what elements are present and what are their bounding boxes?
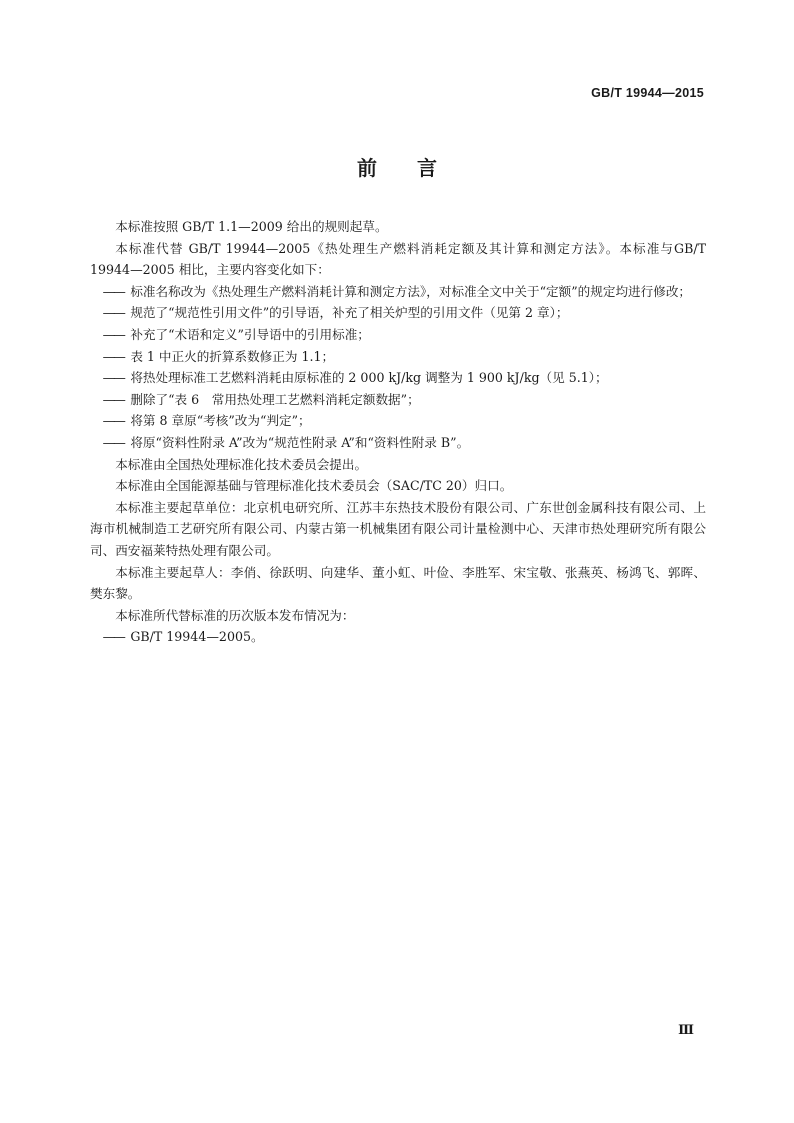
dash-marker: —— xyxy=(102,629,124,645)
list-item xyxy=(90,410,706,432)
dash-marker: —— xyxy=(102,326,124,342)
dash-marker: —— xyxy=(102,370,124,386)
paragraph-replacement: 本标准代替 GB/T 19944—2005《热处理生产燃料消耗定额及其计算和测定方法》。本标准与GB/T 19944—2005 相比，主要内容变化如下： xyxy=(90,240,706,278)
paragraph-administrator: 本标准由全国能源基础与管理标准化技术委员会（SAC/TC 20）归口。 xyxy=(115,478,513,494)
paragraph-history-intro: 本标准所代替标准的历次版本发布情况为： xyxy=(115,607,355,623)
list-item-text: 规范了“规范性引用文件”的引导语，补充了相关炉型的引用文件（见第 2 章）； xyxy=(130,305,569,321)
list-item-text: 将第 8 章原“考核”改为“判定”； xyxy=(130,413,311,429)
list-item xyxy=(90,389,706,411)
dash-marker: —— xyxy=(102,283,124,299)
paragraph-drafters: 本标准主要起草人：李俏、徐跃明、向建华、董小虹、叶俭、李胜军、宋宝敬、张燕英、杨鸿飞、郭晖、樊东黎。 xyxy=(90,564,706,602)
dash-marker: —— xyxy=(102,391,124,407)
list-item xyxy=(90,281,706,303)
list-item-text: 标准名称改为《热处理生产燃料消耗计算和测定方法》，对标准全文中关于“定额”的规定均进行修改； xyxy=(130,283,692,299)
paragraph-proposer: 本标准由全国热处理标准化技术委员会提出。 xyxy=(115,456,368,472)
list-item-text: 删除了“表 6 常用热处理工艺燃料消耗定额数据”； xyxy=(130,391,420,407)
dash-marker: —— xyxy=(102,413,124,429)
list-item xyxy=(90,324,706,346)
list-item xyxy=(90,302,706,324)
standard-code: GB/T 19944—2015 xyxy=(591,86,704,100)
list-item-text: 补充了“术语和定义”引导语中的引用标准； xyxy=(130,326,370,342)
list-item xyxy=(90,626,706,648)
list-item-text: 将热处理标准工艺燃料消耗由原标准的 2 000 kJ/kg 调整为 1 900 kJ/kg（见 5.1）； xyxy=(130,370,608,386)
dash-marker: —— xyxy=(102,434,124,450)
list-item xyxy=(90,432,706,454)
document-body xyxy=(90,216,706,648)
list-item xyxy=(90,346,706,368)
paragraph-drafting-units: 本标准主要起草单位：北京机电研究所、江苏丰东热技术股份有限公司、广东世创金属科技有限公司、上海市机械制造工艺研究所有限公司、内蒙古第一机械集团有限公司计量检测中心、天津市热处理研究所有限公司、西安福莱特热处理有限公司。 xyxy=(90,499,706,558)
history-list xyxy=(90,626,706,648)
page-title: 前言 xyxy=(357,156,477,180)
list-item-text: 表 1 中正火的折算系数修正为 1.1； xyxy=(130,348,335,364)
changes-list xyxy=(90,281,706,454)
list-item-text: GB/T 19944—2005。 xyxy=(130,629,264,645)
page-number: Ⅲ xyxy=(678,1022,694,1037)
paragraph-drafting-rules: 本标准按照 GB/T 1.1—2009 给出的规则起草。 xyxy=(115,219,388,234)
dash-marker: —— xyxy=(102,305,124,321)
list-item-text: 将原“资料性附录 A”改为“规范性附录 A”和“资料性附录 B”。 xyxy=(130,434,470,450)
dash-marker: —— xyxy=(102,348,124,364)
list-item xyxy=(90,367,706,389)
